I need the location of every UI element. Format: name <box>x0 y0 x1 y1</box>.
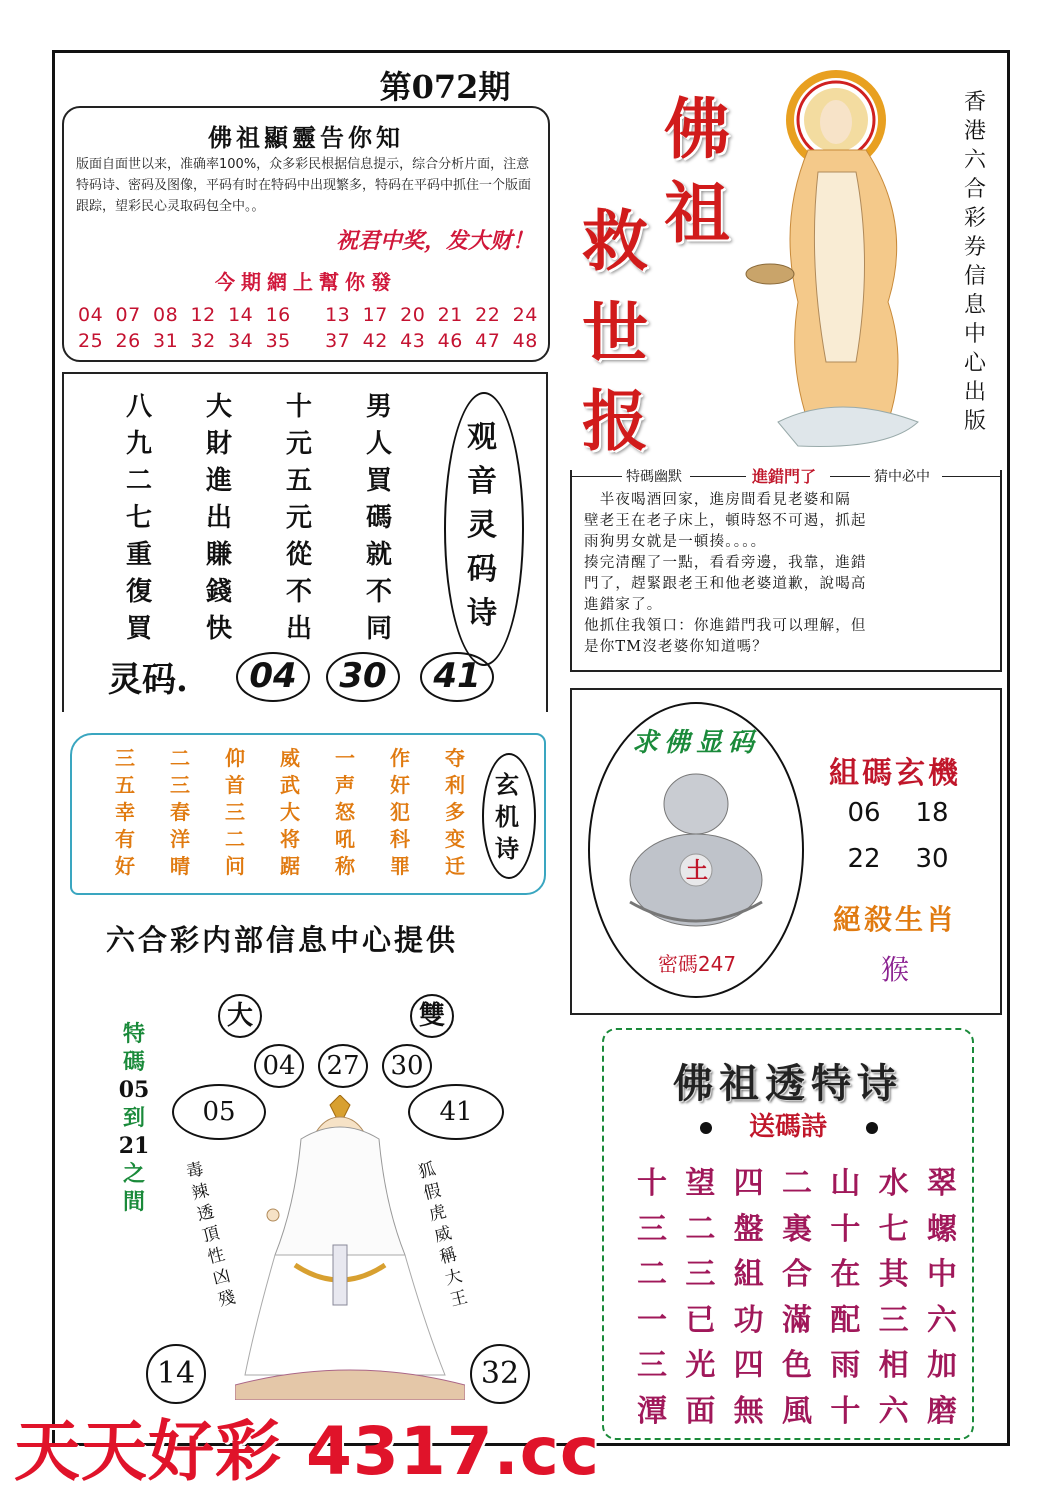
number: 07 <box>115 304 141 326</box>
number: 20 <box>400 304 426 326</box>
bullet-dot <box>866 1122 878 1134</box>
number: 26 <box>115 330 141 352</box>
publisher-vertical: 香港六合彩券信息中心出版 <box>963 90 986 434</box>
top-ball: 04 <box>254 1044 304 1088</box>
bottom-right-ball: 32 <box>470 1344 530 1404</box>
issue-number: 第072期 <box>379 68 511 106</box>
secret-code: 密碼247 <box>657 952 737 976</box>
joke-label-mid: 進錯門了 <box>752 467 817 486</box>
xuanji-column: 夺 利 多 变 迁 <box>445 746 465 878</box>
combo-title: 組碼玄機 <box>829 756 961 791</box>
notice-box <box>62 106 550 362</box>
number: 21 <box>437 304 463 326</box>
notice-title: 佛祖顯靈告你知 <box>208 123 404 152</box>
guanyin-poem-title: 观音灵码诗 <box>467 420 497 631</box>
combo-number: 06 <box>847 798 881 828</box>
site-watermark: 天天好彩 4317.cc <box>14 1413 600 1490</box>
tema-to-word: 到 <box>122 1105 145 1131</box>
xuanji-poem-box <box>70 733 546 895</box>
number: 32 <box>190 330 216 352</box>
notice-wish: 祝君中奖，发大财！ <box>335 229 534 254</box>
tema-label-char: 碼 <box>122 1049 145 1075</box>
left-oval-number: 05 <box>172 1084 266 1140</box>
notice-subtitle: 今期網上幫你發 <box>215 270 397 294</box>
tete-grid <box>632 1158 962 1431</box>
buddha-center-char: 土 <box>685 859 708 884</box>
kill-zodiac-value: 猴 <box>880 953 909 986</box>
tete-row: 二 三 組 合 在 其 中 <box>637 1257 957 1292</box>
guanyin-standing-illustration <box>738 62 938 450</box>
left-verse: 毒辣透頂性凶殘 <box>184 1159 238 1311</box>
joke-label-left: 特碼幽默 <box>626 469 682 485</box>
lingma-number: 30 <box>326 652 400 702</box>
tema-to: 21 <box>118 1133 150 1159</box>
number: 12 <box>190 304 216 326</box>
number: 13 <box>325 304 351 326</box>
xuanji-column: 作 奸 犯 科 罪 <box>390 746 410 878</box>
top-ball: 27 <box>318 1044 368 1088</box>
tema-between-char: 間 <box>122 1189 145 1215</box>
combo-number: 18 <box>915 798 949 828</box>
tema-label-char: 特 <box>122 1021 145 1047</box>
guanyin-seated-illustration <box>235 1095 465 1400</box>
joke-line: 雨狗男女就是一頓揍。。。。 <box>584 534 767 550</box>
kill-zodiac-title: 絕殺生肖 <box>832 903 957 936</box>
tema-range <box>116 1020 152 1216</box>
title-char: 救 <box>582 202 648 280</box>
joke-line: 半夜喝酒回家，進房間看見老婆和隔 <box>584 492 851 508</box>
tete-title: 佛祖透特诗 <box>673 1060 903 1107</box>
poem-row: 九 財 元 人 <box>125 429 392 459</box>
number: 42 <box>362 330 388 352</box>
xuanji-column: 二 三 春 洋 晴 <box>170 746 190 878</box>
xuanji-column: 三 五 幸 有 好 <box>115 746 135 878</box>
right-oval-number: 41 <box>408 1084 504 1140</box>
title-char: 报 <box>582 382 648 460</box>
number: 43 <box>400 330 426 352</box>
joke-line: 門了，趕緊跟老王和他老婆道歉，說喝高 <box>584 576 867 592</box>
joke-line: 揍完清醒了一點，看看旁邊，我靠，進錯 <box>584 555 867 571</box>
top-ball: 30 <box>382 1044 432 1088</box>
provider-line: 六合彩内部信息中心提供 <box>106 923 459 957</box>
numbers-row-2 <box>78 330 538 352</box>
tete-row: 三 二 盤 裏 十 七 螺 <box>637 1211 957 1247</box>
lingma-number: 04 <box>236 652 310 702</box>
joke-label-right: 猜中必中 <box>874 469 930 485</box>
tete-poem-box <box>602 1028 974 1440</box>
poem-row: 七 出 元 碼 <box>125 503 392 533</box>
combo-number: 22 <box>847 844 881 874</box>
tete-subtitle: 送碼詩 <box>748 1112 827 1142</box>
number: 17 <box>362 304 388 326</box>
buddha-box <box>570 688 1002 1015</box>
combo-number: 30 <box>915 844 949 874</box>
poem-row: 八 大 十 男 <box>125 392 392 422</box>
joke-line: 壁老王在老子床上，頓時怒不可遏，抓起 <box>584 513 867 529</box>
number: 34 <box>228 330 254 352</box>
xuanji-column: 一 声 怒 吼 称 <box>335 746 355 878</box>
poem-row: 買 快 出 同 <box>125 614 392 644</box>
number: 14 <box>228 304 254 326</box>
bottom-left-ball: 14 <box>146 1344 206 1404</box>
number: 25 <box>78 330 104 352</box>
title-char: 祖 <box>664 174 730 252</box>
joke-line: 是你TM沒老婆你知道嗎？ <box>584 639 768 655</box>
buddha-arc-text: 求佛显码 <box>631 728 760 758</box>
joke-line: 進錯家了。 <box>584 597 663 613</box>
notice-body: 版面自面世以来，准确率100%，众多彩民根据信息提示，综合分析片面，注意特码诗、密码及图像，平码有时在特码中出现繁多，特码在平码中抓住一个版面跟踪，望彩民心灵取码包全中。。 <box>76 157 532 214</box>
title-char: 佛 <box>664 90 730 168</box>
lingma-number: 41 <box>420 652 494 702</box>
number: 37 <box>325 330 351 352</box>
number: 46 <box>437 330 463 352</box>
number: 35 <box>265 330 291 352</box>
poem-row: 復 錢 不 不 <box>125 577 392 607</box>
numbers-row-1 <box>78 304 538 326</box>
joke-line: 他抓住我領口：你進錯門我可以理解，但 <box>584 618 867 634</box>
number: 47 <box>475 330 501 352</box>
number: 16 <box>265 304 291 326</box>
buddha-oval <box>588 702 804 998</box>
laughing-buddha-illustration <box>612 762 780 932</box>
joke-text <box>584 490 994 658</box>
poem-grid <box>114 386 404 645</box>
tete-row: 潭 面 無 風 十 六 磨 <box>637 1393 957 1429</box>
poem-row: 重 賺 從 就 <box>125 540 392 570</box>
xuanji-column: 威 武 大 将 踞 <box>280 746 300 878</box>
number: 24 <box>512 304 538 326</box>
tete-row: 十 望 四 二 山 水 翠 <box>637 1166 957 1201</box>
tete-row: 一 已 功 滿 配 三 六 <box>637 1302 957 1338</box>
xuanji-title: 玄机诗 <box>495 771 519 863</box>
right-verse: 狐假虎威稱大王 <box>416 1159 470 1311</box>
tete-row: 三 光 四 色 雨 相 加 <box>637 1348 957 1383</box>
xuanji-grid <box>110 745 470 880</box>
tema-between-char: 之 <box>122 1161 145 1187</box>
number: 08 <box>153 304 179 326</box>
number: 22 <box>475 304 501 326</box>
poem-row: 二 進 五 買 <box>125 466 392 496</box>
guanyin-poem-box <box>62 372 548 712</box>
big-ball: 大 <box>218 994 262 1038</box>
xuanji-column: 仰 首 三 二 问 <box>225 746 245 878</box>
double-ball: 雙 <box>410 994 454 1038</box>
title-char: 世 <box>582 294 648 372</box>
lingma-label: 灵码. <box>108 660 188 700</box>
joke-box <box>570 470 1002 672</box>
number: 04 <box>78 304 104 326</box>
tema-from: 05 <box>118 1077 150 1103</box>
number: 31 <box>153 330 179 352</box>
number: 48 <box>512 330 538 352</box>
